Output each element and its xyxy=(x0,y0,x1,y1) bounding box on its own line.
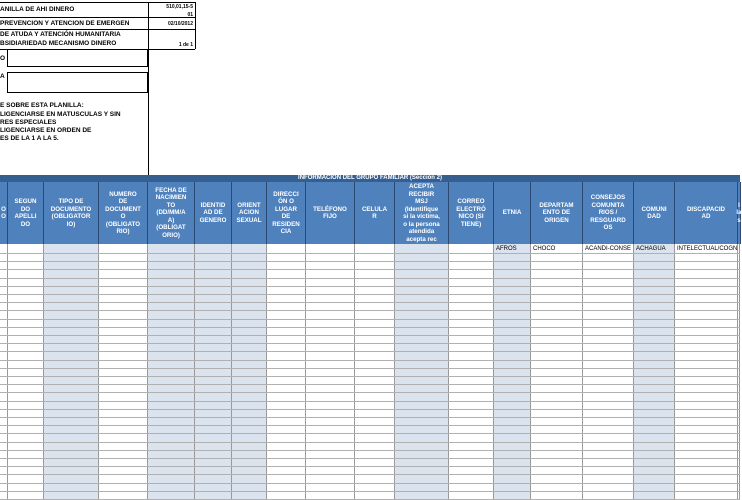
column-header-0: O O xyxy=(0,182,8,244)
table-row-line xyxy=(0,425,740,426)
table-row-line xyxy=(0,450,740,451)
column-body-14[interactable] xyxy=(583,244,634,500)
column-body-4[interactable] xyxy=(148,244,195,500)
form-title-line-2: PREVENCION Y ATENCION DE EMERGEN xyxy=(0,20,130,27)
table-row-line xyxy=(0,360,740,361)
column-body-17[interactable] xyxy=(738,244,740,500)
column-body-6[interactable] xyxy=(232,244,267,500)
table-row-line xyxy=(0,302,740,303)
table-row-line xyxy=(0,351,740,352)
table-row-line xyxy=(0,417,740,418)
table-row-line xyxy=(0,409,740,410)
field-label-2: A xyxy=(0,73,5,80)
column-header-17: I la s xyxy=(738,182,741,244)
column-header-13: DEPARTAM ENTO DE ORIGEN xyxy=(531,182,583,244)
table-row-line xyxy=(0,433,740,434)
sample-cell-0[interactable]: AFROS xyxy=(496,246,517,252)
note-line-3: RES ESPECIALES xyxy=(0,119,57,126)
table-row-line xyxy=(0,327,740,328)
table-row-line xyxy=(0,335,740,336)
table-row-line xyxy=(0,343,740,344)
column-header-15: COMUNI DAD xyxy=(634,182,675,244)
column-body-11[interactable] xyxy=(449,244,494,500)
column-body-7[interactable] xyxy=(267,244,306,500)
column-body-8[interactable] xyxy=(306,244,355,500)
field-label-1: O xyxy=(0,55,6,62)
form-input-1[interactable] xyxy=(7,49,148,67)
table-row-line xyxy=(0,294,740,295)
column-header-6: ORIENT ACION SEXUAL xyxy=(232,182,267,244)
column-body-15[interactable] xyxy=(634,244,675,500)
column-body-3[interactable] xyxy=(99,244,148,500)
table-row-line xyxy=(0,286,740,287)
form-title-line-1: ANILLA DE AHI DINERO xyxy=(0,6,75,13)
table-row-line xyxy=(0,474,740,475)
table-row-line xyxy=(0,253,740,254)
table-row-line xyxy=(0,269,740,270)
column-header-7: DIRECCI ÓN O LUGAR DE RESIDEN CIA xyxy=(267,182,306,244)
column-header-10: ACEPTA RECIBIR MSJ (Identifique si la víctima, o la persona atendida acepta rec xyxy=(395,182,449,244)
column-header-4: FECHA DE NACIMIEN TO (DD/MM/A A) (OBLIGAT ORIO) xyxy=(148,182,195,244)
column-body-9[interactable] xyxy=(355,244,395,500)
column-header-1: SEGUN DO APELLI DO xyxy=(8,182,44,244)
form-date: 02/10/2012 xyxy=(167,21,193,27)
column-body-1[interactable] xyxy=(8,244,44,500)
column-body-0[interactable] xyxy=(0,244,8,500)
form-title-line-4: BSIDIARIEDAD MECANISMO DINERO xyxy=(0,40,117,47)
table-row-line xyxy=(0,466,740,467)
column-body-12[interactable] xyxy=(494,244,531,500)
form-input-2[interactable] xyxy=(7,72,148,93)
column-header-16: DISCAPACID AD xyxy=(675,182,738,244)
table-row-line xyxy=(0,401,740,402)
note-line-1: E SOBRE ESTA PLANILLA: xyxy=(0,102,84,109)
column-header-3: NUMERO DE DOCUMENT O (OBLIGATO RIO) xyxy=(99,182,148,244)
table-row-line xyxy=(0,278,740,279)
table-row-line xyxy=(0,442,740,443)
table-row-line xyxy=(0,319,740,320)
column-body-10[interactable] xyxy=(395,244,449,500)
column-header-14: CONSEJOS COMUNITA RIOS / RESGUARD OS xyxy=(583,182,634,244)
form-title-line-3: DE ATUDA Y ATENCIÓN HUMANITARIA xyxy=(0,31,121,38)
table-row-line xyxy=(0,458,740,459)
note-line-5: ES DE LA 1 A LA 5. xyxy=(0,135,59,142)
form-version: 01 xyxy=(187,12,193,18)
form-page: 1 de 1 xyxy=(178,42,193,48)
note-line-2: LIGENCIARSE EN MATUSCULAS Y SIN xyxy=(0,111,121,118)
column-body-16[interactable] xyxy=(675,244,738,500)
column-body-5[interactable] xyxy=(195,244,232,500)
section-title: INFORMACIÓN DEL GRUPO FAMILIAR (Sección 2) xyxy=(0,175,740,182)
table-row-line xyxy=(0,483,740,484)
table-row-line xyxy=(0,310,740,311)
column-header-8: TELÉFONO FIJO xyxy=(306,182,355,244)
table-row-line xyxy=(0,491,740,492)
table-row-line xyxy=(0,261,740,262)
column-header-9: CELULA R xyxy=(355,182,395,244)
column-body-13[interactable] xyxy=(531,244,583,500)
column-header-2: TIPO DE DOCUMENTO (OBLIGATOR IO) xyxy=(44,182,99,244)
column-header-5: IDENTID AD DE GENERO xyxy=(195,182,232,244)
table-row-line xyxy=(0,384,740,385)
column-header-11: CORREO ELECTRÓ NICO (SI TIENE) xyxy=(449,182,494,244)
sample-cell-3[interactable]: ACHAGUA xyxy=(636,246,666,252)
table-row-line xyxy=(0,376,740,377)
table-row-line xyxy=(0,368,740,369)
form-code: 510,01,15-5 xyxy=(166,4,193,10)
column-header-12: ETNIA xyxy=(494,182,531,244)
sample-cell-2[interactable]: ACANDI-CONSE xyxy=(585,246,632,252)
column-body-2[interactable] xyxy=(44,244,99,500)
table-row-line xyxy=(0,392,740,393)
sample-cell-4[interactable]: INTELECTUAL/COGN xyxy=(677,246,738,252)
sample-cell-1[interactable]: CHOCO xyxy=(533,246,556,252)
note-line-4: LIGENCIARSE EN ORDEN DE xyxy=(0,127,92,134)
